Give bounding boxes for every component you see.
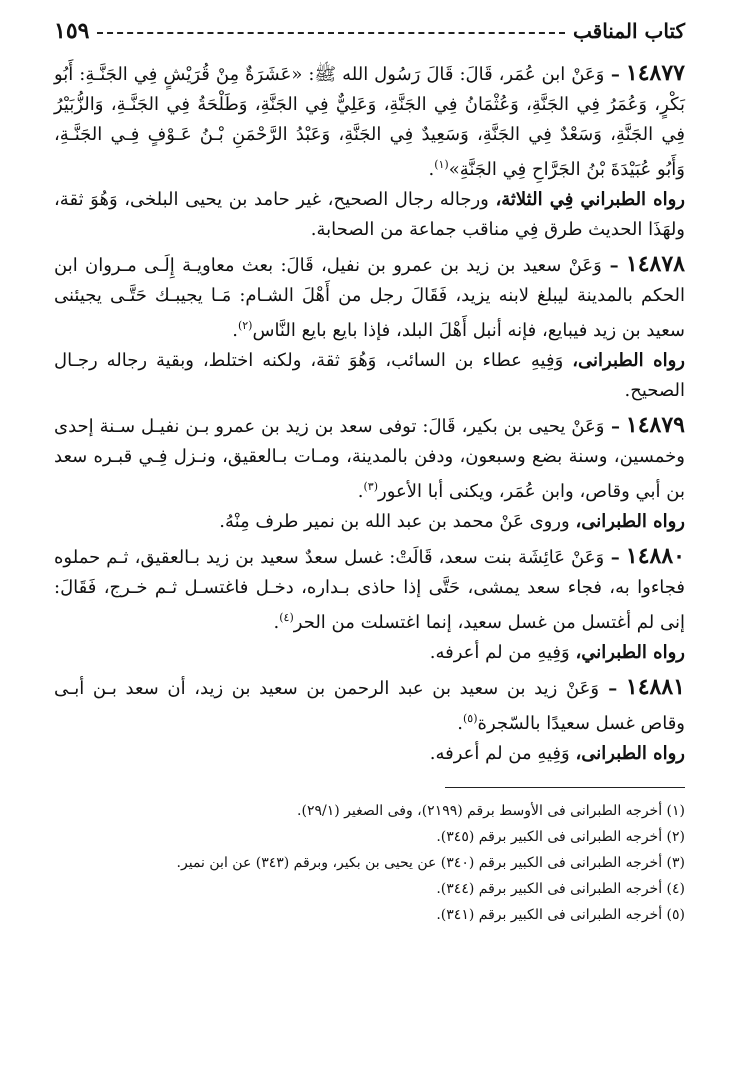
page-content (54, 58, 685, 928)
source-text: وروى عَنْ محمد بن عبد الله بن نمير طرف مِنْهُ. (219, 511, 570, 532)
header-rule (97, 32, 565, 34)
hadith-source (54, 739, 685, 769)
hadith-number: ١٤٨٧٩ (625, 412, 685, 438)
hadith-source (54, 346, 685, 406)
footnote: (٥) أخرجه الطبرانى فى الكبير برقم (٣٤١). (436, 907, 685, 923)
hadith-text: وَعَنْ سعيد بن زيد بن عمرو بن نفيل، قَالَ: بعث معاويـة إِلَـى مـروان ابن الحكم بالمدينة ليبلغ لابنه يزيد، فَقَالَ رجل من أَهْلَ الشـام: مَـا يجيبـك حَتَّـى يجيئنى سعيد بن زيد فيبايع، فإنه أنبل أَهْلَ البلد، فإذا بايع بايع النَّاس (54, 255, 685, 341)
running-header (54, 14, 685, 48)
hadith-entry: ١٤٨٨٠ – وَعَنْ عَائِشَة بنت سعد، قَالَتْ: غسل سعدٌ سعيد بن زيد بـالعقيق، ثـم حملوه فجاءوا به، فجاء سعد يمشى، حَتَّى إذا حاذى بـداره، دخـل فاغتسـل ثـم خـرج، فَقَالَ: إنى لم أغتسل من غسل سعيد، إنما اغتسلت من الحر$^{(٤)}$. (54, 543, 685, 633)
hadith-source (54, 185, 685, 245)
source-text: وَفِيهِ عطاء بن السائب، وَهُوَ ثقة، ولكنه اختلط، وبقية رجاله رجـال الصحيح. (54, 350, 685, 401)
chapter-title: كتاب المناقب (573, 19, 685, 43)
source-label: رواه الطبرانى، (575, 743, 685, 764)
footnote: (٣) أخرجه الطبرانى فى الكبير برقم (٣٤٠) عن يحيى بن بكير، وبرقم (٣٤٣) عن ابن نمير. (176, 855, 685, 871)
hadith-text: وَعَنْ ابن عُمَر، قَالَ: قَالَ رَسُول الله ﷺ: «عَشَرَةٌ مِنْ قُرَيْشٍ فِي الجَنَّـةِ: أَبُو بَكْرٍ، وَعُمَرُ فِي الجَنَّةِ، وَعُثْمَانُ فِي الجَنَّةِ، وَعَلِيٌّ فِي الجَنَّةِ، وَطَلْحَةُ فِي الجَنَّـةِ، وَالزُّبَيْرُ فِي الجَنَّةِ، وَسَعْدٌ فِي الجَنَّةِ، وَسَعِيدٌ فِي الجَنَّةِ، وَعَبْدُ الرَّحْمَنِ بْـنُ عَـوْفٍ فِـي الجَنَّـةِ، وَأَبُو عُبَيْدَةَ بْنُ الجَرَّاحِ فِي الجَنَّةِ» (54, 64, 685, 180)
hadith-number: ١٤٨٨١ (625, 674, 685, 700)
hadith-entry: ١٤٨٧٧ – وَعَنْ ابن عُمَر، قَالَ: قَالَ رَسُول الله ﷺ: «عَشَرَةٌ مِنْ قُرَيْشٍ فِي الجَنَّـةِ: أَبُو بَكْرٍ، وَعُمَرُ فِي الجَنَّةِ، وَعُثْمَانُ فِي الجَنَّةِ، وَعَلِيٌّ فِي الجَنَّةِ، وَطَلْحَةُ فِي الجَنَّـةِ، وَالزُّبَيْرُ فِي الجَنَّةِ، وَسَعْدٌ فِي الجَنَّةِ، وَسَعِيدٌ فِي الجَنَّةِ، وَعَبْدُ الرَّحْمَنِ بْـنُ عَـوْفٍ فِـي الجَنَّـةِ، وَأَبُو عُبَيْدَةَ بْنُ الجَرَّاحِ فِي الجَنَّةِ»$^{(١)}$. (54, 60, 685, 180)
source-label: رواه الطبرانى، (572, 350, 685, 371)
hadith-entry: ١٤٨٨١ – وَعَنْ زيد بن سعيد بن عبد الرحمن بن سعيد بن زيد، أن سعد بـن أبـى وقاص غسل سعيدًا بالسّجرة$^{(٥)}$. (54, 674, 685, 734)
hadith-source (54, 638, 685, 668)
footnote-ref: (٢) (237, 319, 253, 332)
footnote: (٤) أخرجه الطبرانى فى الكبير برقم (٣٤٤). (436, 881, 685, 897)
hadith-text: وَعَنْ عَائِشَة بنت سعد، قَالَتْ: غسل سعدٌ سعيد بن زيد بـالعقيق، ثـم حملوه فجاءوا به، فجاء سعد يمشى، حَتَّى إذا حاذى بـداره، دخـل فاغتسـل ثـم خـرج، فَقَالَ: إنى لم أغتسل من غسل سعيد، إنما اغتسلت من الحر (54, 547, 685, 633)
hadith-entry: ١٤٨٧٨ – وَعَنْ سعيد بن زيد بن عمرو بن نفيل، قَالَ: بعث معاويـة إِلَـى مـروان ابن الحكم بالمدينة ليبلغ لابنه يزيد، فَقَالَ رجل من أَهْلَ الشـام: مَـا يجيبـك حَتَّـى يجيئنى سعيد بن زيد فيبايع، فإنه أنبل أَهْلَ البلد، فإذا بايع بايع النَّاس$^{(٢)}$. (54, 251, 685, 341)
hadith-number: ١٤٨٨٠ (625, 543, 685, 569)
hadith-text: وَعَنْ يحيى بن بكير، قَالَ: توفى سعد بن زيد بن عمرو بـن نفيـل سـنة إحدى وخمسين، وسنة بضع وسبعون، ودفن بالمدينة، ومـات بـالعقيق، ونـزل فِـي قبـره سعد بن أبي وقاص، وابن عُمَر، ويكنى أبا الأعور (54, 416, 685, 502)
source-text: وَفِيهِ من لم أعرفه. (429, 743, 570, 764)
source-text: ورجاله رجال الصحيح، غير حامد بن يحيى البلخى، وَهُوَ ثقة، ولهَذَا الحديث طرق فِي مناقب جماعة من الصحابة. (54, 189, 685, 240)
source-label: رواه الطبرانى، (575, 511, 685, 532)
footnote: (١) أخرجه الطبرانى فى الأوسط برقم (٢١٩٩)، وفى الصغير (٢٩/١). (297, 803, 685, 819)
hadith-source (54, 507, 685, 537)
source-label: رواه الطبراني فِي الثلاثة، (495, 189, 685, 210)
hadith-text: وَعَنْ زيد بن سعيد بن عبد الرحمن بن سعيد بن زيد، أن سعد بـن أبـى وقاص غسل سعيدًا بالسّجرة (54, 678, 685, 734)
footnote-ref: (١) (434, 158, 449, 171)
hadith-number: ١٤٨٧٧ (625, 60, 685, 86)
source-text: وَفِيهِ من لم أعرفه. (429, 642, 570, 663)
footnote-ref: (٥) (463, 712, 478, 725)
page-number: ١٥٩ (54, 18, 90, 44)
hadith-entry: ١٤٨٧٩ – وَعَنْ يحيى بن بكير، قَالَ: توفى سعد بن زيد بن عمرو بـن نفيـل سـنة إحدى وخمسين، وسنة بضع وسبعون، ودفن بالمدينة، ومـات بـالعقيق، ونـزل فِـي قبـره سعد بن أبي وقاص، وابن عُمَر، ويكنى أبا الأعور$^{(٣)}$. (54, 412, 685, 502)
footnote: (٢) أخرجه الطبرانى فى الكبير برقم (٣٤٥). (436, 829, 685, 845)
footnotes (54, 798, 685, 928)
footnote-separator (445, 787, 685, 788)
source-label: رواه الطبراني، (575, 642, 685, 663)
hadith-number: ١٤٨٧٨ (625, 251, 685, 277)
footnote-ref: (٤) (279, 611, 294, 624)
footnote-ref: (٣) (363, 480, 378, 493)
